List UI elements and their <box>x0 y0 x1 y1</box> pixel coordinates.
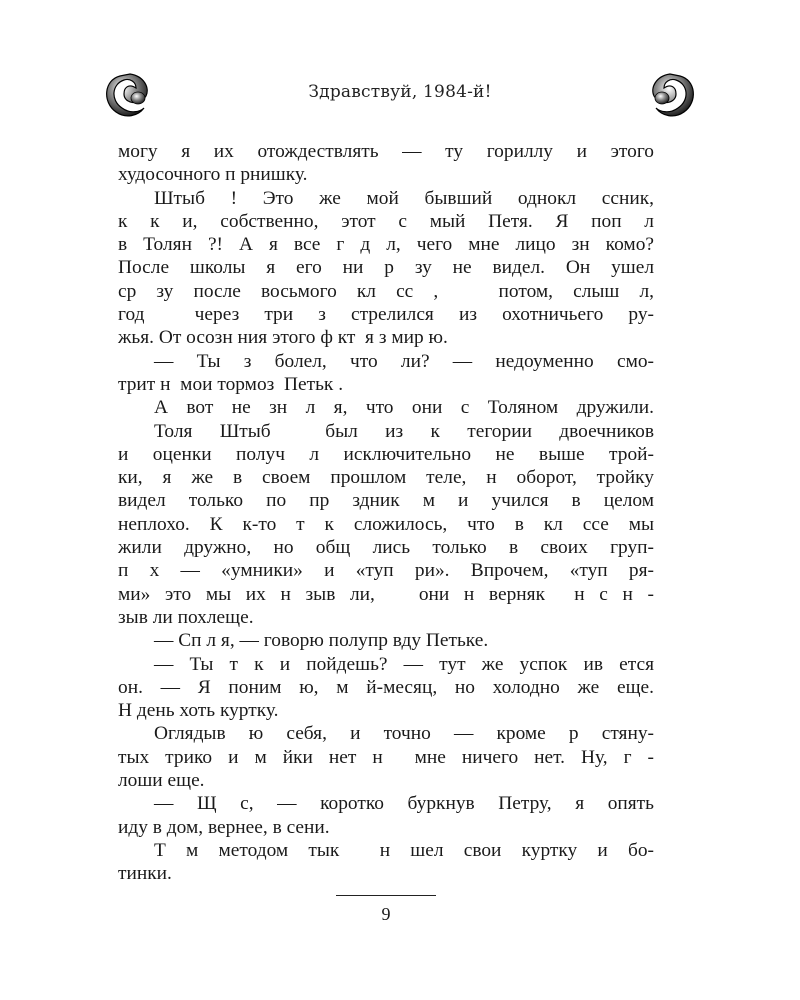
text-line: — Ты т к и пойдешь? — тут же успок ив ется <box>154 653 654 675</box>
text-line: ср зу после восьмого кл сс , потом, слыш л, <box>118 280 654 302</box>
text-line: тинки. <box>118 863 172 885</box>
text-line: — Сп л я, — говорю полупр вду Петьке. <box>154 630 489 652</box>
page-number: 9 <box>381 904 391 924</box>
text-line: Штыб ! Это же мой бывший однокл ссник, <box>154 187 654 209</box>
heart-swirl-icon <box>550 68 700 124</box>
text-line: — Щ с, — коротко буркнув Петру, я опять <box>154 793 654 815</box>
heart-swirl-icon <box>100 68 250 124</box>
text-line: в Толян ?! А я все г д л, чего мне лицо зн комо? <box>118 234 654 256</box>
text-line: тых трико и м йки нет н мне ничего нет. Ну, г - <box>118 746 654 768</box>
text-line: Т м методом тык н шел свои куртку и бо- <box>154 839 654 861</box>
text-line: могу я их отождествлять — ту гориллу и этого <box>118 141 654 162</box>
text-line: зыв ли похлеще. <box>118 606 254 628</box>
text-line: он. — Я поним ю, м й-месяц, но холодно же еще. <box>118 676 654 698</box>
text-line: ми» это мы их н зыв ли, они н верняк н с н - <box>118 583 654 605</box>
text-line: жья. От осозн ния этого ф кт я з мир ю. <box>118 327 448 349</box>
text-line: п х — «умники» и «туп ри». Впрочем, «туп ря- <box>118 560 654 582</box>
text-line: После школы я его ни р зу не видел. Он ушел <box>118 257 654 279</box>
text-line: А вот не зн л я, что они с Толяном дружили. <box>154 397 654 419</box>
running-header-title: Здравствуй, 1984-й! <box>308 82 492 102</box>
text-line: Оглядыв ю себя, и точно — кроме р стяну- <box>154 723 654 745</box>
text-line: худосочного п рнишку. <box>118 164 308 186</box>
text-line: Н день хоть куртку. <box>118 700 279 722</box>
text-line: иду в дом, вернее, в сени. <box>118 816 330 838</box>
text-line: к к и, собственно, этот с мый Петя. Я поп л <box>118 210 654 232</box>
text-line: и оценки получ л исключительно не выше трой- <box>118 443 654 465</box>
text-line: неплохо. К к-то т к сложилось, что в кл ссе мы <box>118 513 654 535</box>
running-header <box>100 68 700 124</box>
text-line: Толя Штыб был из к тегории двоечников <box>154 420 654 442</box>
text-line: лоши еще. <box>118 770 205 792</box>
body-text <box>118 140 654 886</box>
text-line: трит н мои тормоз Петьк . <box>118 373 344 395</box>
text-line: видел только по пр здник м и учился в целом <box>118 490 654 512</box>
text-line: год через три з стрелился из охотничьего ру- <box>118 304 654 326</box>
text-line: ки, я же в своем прошлом теле, н оборот, тройку <box>118 467 654 489</box>
text-line: жили дружно, но общ лись только в своих груп- <box>118 537 654 559</box>
text-line: — Ты з болел, что ли? — недоуменно смо- <box>154 350 654 372</box>
footer-divider <box>336 895 436 896</box>
